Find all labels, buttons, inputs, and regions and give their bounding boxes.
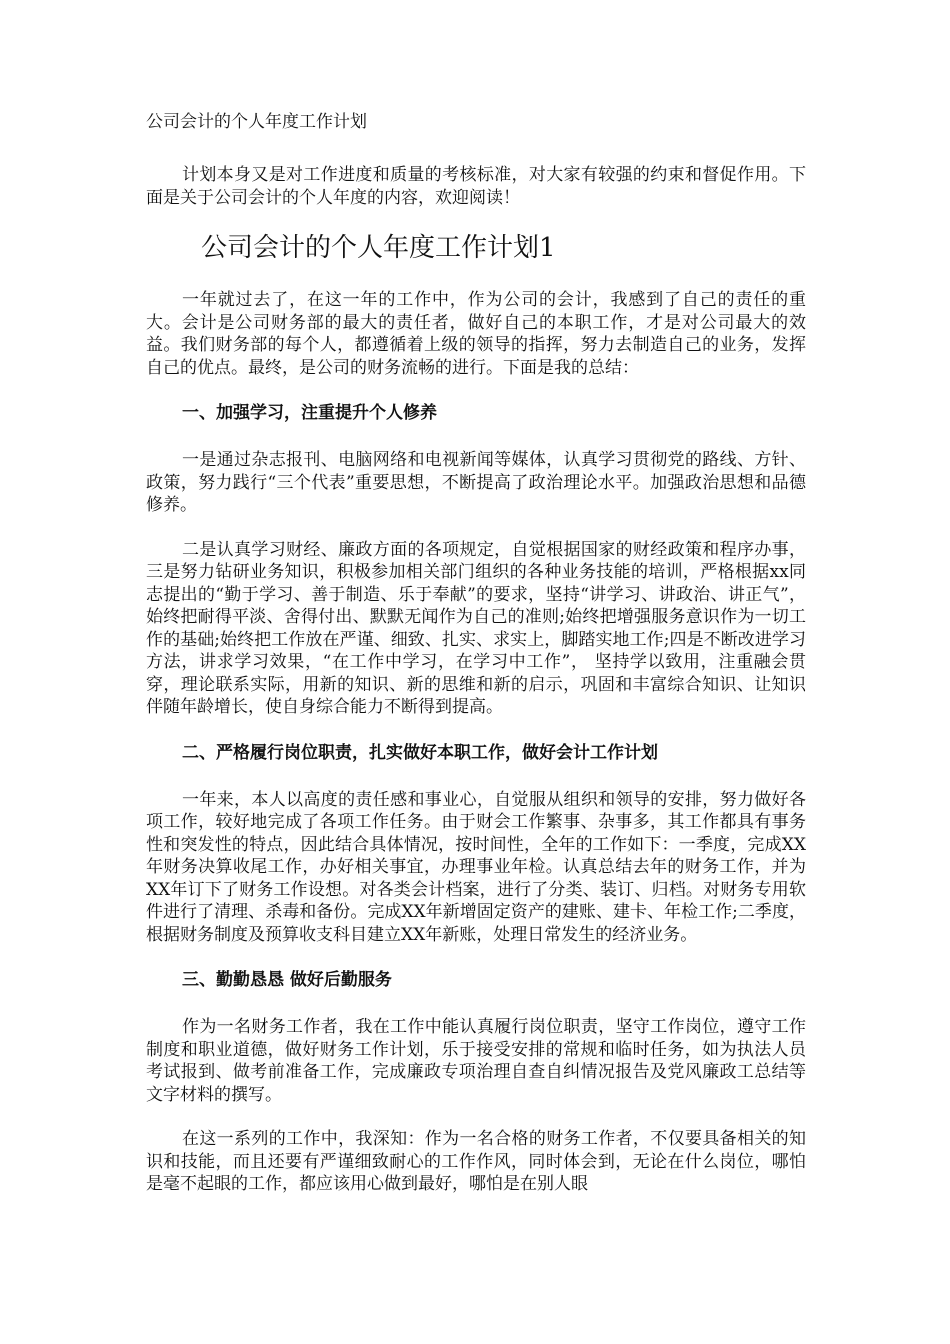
heading-duties: 二、严格履行岗位职责，扎实做好本职工作，做好会计工作计划 [182,742,658,763]
intro-paragraph: 计划本身又是对工作进度和质量的考核标准，对大家有较强的约束和督促作用。下面是关于公司会计的个人年度的内容，欢迎阅读！ [146,165,806,208]
paragraph-study-2: 二是认真学习财经、廉政方面的各项规定，自觉根据国家的财经政策和程序办事，三是努力钻研业务知识，积极参加相关部门组织的各种业务技能的培训，严格根据xx同志提出的“勤于学习、善于制造、乐于奉献”的要求，坚持“讲学习、讲政治、讲正气”，始终把耐得平淡、舍得付出、默默无闻作为自己的准则;始终把增强服务意识作为一切工作的基础;始终把工作放在严谨、细致、扎实、求实上，脚踏实地工作;四是不断改进学习方法，讲求学习效果，“在工作中学习，在学习中工作”， 坚持学以致用，注重融会贯穿，理论联系实际，用新的知识、新的思维和新的启示，巩固和丰富综合知识、让知识伴随年龄增长，使自身综合能力不断得到提高。 [146,539,806,717]
paragraph-study-1: 一是通过杂志报刊、电脑网络和电视新闻等媒体，认真学习贯彻党的路线、方针、政策，努力践行“三个代表”重要思想，不断提高了政治理论水平。加强政治思想和品德修养。 [146,450,806,515]
heading-study: 一、加强学习，注重提升个人修养 [182,403,437,423]
paragraph-service-2: 在这一系列的工作中，我深知：作为一名合格的财务工作者，不仅要具备相关的知识和技能，而且还要有严谨细致耐心的工作作风，同时体会到，无论在什么岗位，哪怕是毫不起眼的工作，都应该用心做到最好，哪怕是在别人眼 [146,1129,806,1194]
paragraph-duties: 一年来，本人以高度的责任感和事业心，自觉服从组织和领导的安排，努力做好各项工作，较好地完成了各项工作任务。由于财会工作繁事、杂事多，其工作都具有事务性和突发性的特点，因此结合具体情况，按时间性，全年的工作如下：一季度，完成XX年财务决算收尾工作，办好相关事宜，办理事业年检。认真总结去年的财务工作，并为XX年订下了财务工作设想。对各类会计档案，进行了分类、装订、归档。对财务专用软件进行了清理、杀毒和备份。完成XX年新增固定资产的建账、建卡、年检工作;二季度，根据财务制度及预算收支科目建立XX年新账，处理日常发生的经济业务。 [146,789,806,945]
section-title: 公司会计的个人年度工作计划1 [201,233,556,263]
document-title: 公司会计的个人年度工作计划 [146,112,367,132]
heading-service: 三、勤勤恳恳 做好后勤服务 [182,970,392,990]
paragraph-service-1: 作为一名财务工作者，我在工作中能认真履行岗位职责，坚守工作岗位，遵守工作制度和职业道德，做好财务工作计划，乐于接受安排的常规和临时任务，如为执法人员考试报到、做考前准备工作，完成廉政专项治理自查自纠情况报告及党风廉政工总结等文字材料的撰写。 [146,1017,806,1105]
document-page [146,110,806,1218]
opening-paragraph: 一年就过去了，在这一年的工作中，作为公司的会计，我感到了自己的责任的重大。会计是公司财务部的最大的责任者，做好自己的本职工作，才是对公司最大的效益。我们财务部的每个人，都遵循着上级的领导的指挥，努力去制造自己的业务，发挥自己的优点。最终，是公司的财务流畅的进行。下面是我的总结： [146,290,806,378]
